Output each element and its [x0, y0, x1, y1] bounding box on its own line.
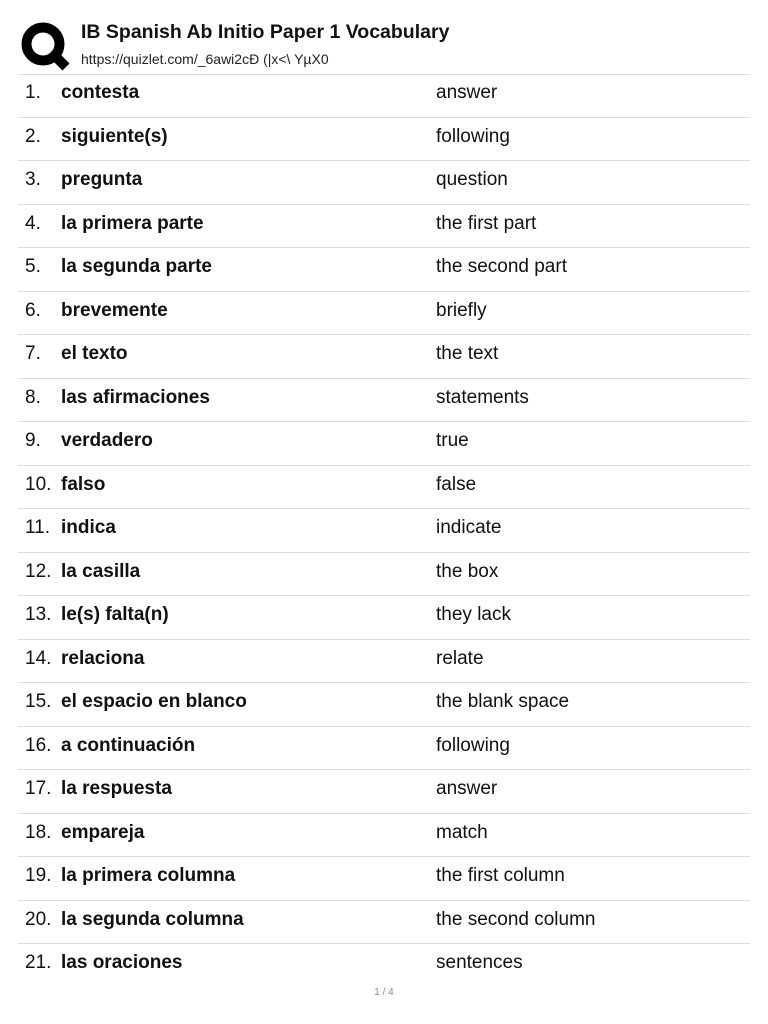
term-definition: the blank space — [436, 691, 570, 712]
term-number: 10. — [25, 473, 52, 495]
term-row — [18, 727, 750, 771]
term-word: contesta — [61, 82, 140, 103]
term-row — [18, 944, 750, 987]
term-definition: following — [436, 734, 510, 756]
term-word: la primera parte — [61, 212, 204, 234]
term-row — [18, 335, 750, 379]
term-word: el espacio en blanco — [61, 691, 247, 712]
term-definition: indicate — [436, 517, 502, 538]
term-word: la primera columna — [61, 865, 236, 886]
term-definition: answer — [436, 778, 498, 799]
term-word: la segunda parte — [61, 256, 212, 277]
term-row — [18, 422, 750, 466]
term-word: pregunta — [61, 169, 143, 190]
term-definition: statements — [436, 386, 529, 408]
term-number: 14. — [25, 647, 52, 669]
term-number: 5. — [25, 256, 41, 277]
term-word: indica — [61, 517, 116, 538]
term-row — [18, 901, 750, 945]
term-number: 12. — [25, 560, 52, 582]
quizlet-logo-icon — [20, 21, 70, 71]
term-row — [18, 205, 750, 249]
term-number: 8. — [25, 386, 41, 408]
term-row — [18, 640, 750, 684]
term-row — [18, 770, 750, 814]
term-row — [18, 466, 750, 510]
term-definition: question — [436, 169, 508, 190]
term-number: 21. — [25, 952, 52, 973]
term-row — [18, 379, 750, 423]
term-word: el texto — [61, 343, 128, 364]
term-word: brevemente — [61, 299, 168, 321]
term-definition: the first part — [436, 212, 537, 234]
term-definition: the text — [436, 343, 499, 364]
term-word: la segunda columna — [61, 908, 244, 930]
term-word: verdadero — [61, 430, 153, 451]
term-number: 13. — [25, 604, 52, 625]
term-definition: the second column — [436, 908, 596, 930]
term-definition: briefly — [436, 299, 487, 321]
page-title: IB Spanish Ab Initio Paper 1 Vocabulary — [81, 21, 450, 43]
term-row — [18, 553, 750, 597]
term-word: relaciona — [61, 647, 145, 669]
term-row — [18, 74, 750, 118]
term-number: 15. — [25, 691, 52, 712]
term-definition: sentences — [436, 952, 523, 973]
term-word: las oraciones — [61, 952, 183, 973]
term-definition: false — [436, 473, 477, 495]
term-definition: following — [436, 125, 510, 147]
term-row — [18, 292, 750, 336]
term-number: 16. — [25, 734, 52, 756]
term-number: 6. — [25, 299, 41, 321]
term-definition: the first column — [436, 865, 565, 886]
term-number: 18. — [25, 821, 52, 843]
term-row — [18, 248, 750, 292]
term-row — [18, 509, 750, 553]
term-word: empareja — [61, 821, 145, 843]
term-word: le(s) falta(n) — [61, 604, 169, 625]
term-word: las afirmaciones — [61, 386, 210, 408]
term-number: 2. — [25, 125, 41, 147]
term-number: 4. — [25, 212, 41, 234]
term-number: 19. — [25, 865, 52, 886]
term-row — [18, 118, 750, 162]
term-word: la respuesta — [61, 778, 172, 799]
term-definition: answer — [436, 82, 498, 103]
page-indicator: 1 / 4 — [374, 987, 394, 998]
vocabulary-list — [18, 74, 750, 987]
term-word: falso — [61, 473, 106, 495]
term-number: 1. — [25, 82, 41, 103]
term-row — [18, 683, 750, 727]
term-definition: they lack — [436, 604, 511, 625]
term-definition: the second part — [436, 256, 567, 277]
term-word: la casilla — [61, 560, 141, 582]
term-row — [18, 596, 750, 640]
term-definition: true — [436, 430, 469, 451]
term-number: 11. — [25, 517, 51, 538]
document-header — [18, 16, 750, 75]
term-word: a continuación — [61, 734, 196, 756]
term-number: 17. — [25, 778, 52, 799]
term-definition: the box — [436, 560, 499, 582]
term-word: siguiente(s) — [61, 125, 168, 147]
source-url: https://quizlet.com/_6awi2cĐ (|x<\ YµX0 — [81, 51, 329, 67]
term-row — [18, 814, 750, 858]
term-number: 7. — [25, 343, 41, 364]
term-number: 3. — [25, 169, 41, 190]
term-row — [18, 857, 750, 901]
term-row — [18, 161, 750, 205]
term-definition: relate — [436, 647, 484, 669]
term-number: 9. — [25, 430, 41, 451]
term-definition: match — [436, 821, 488, 843]
term-number: 20. — [25, 908, 52, 930]
